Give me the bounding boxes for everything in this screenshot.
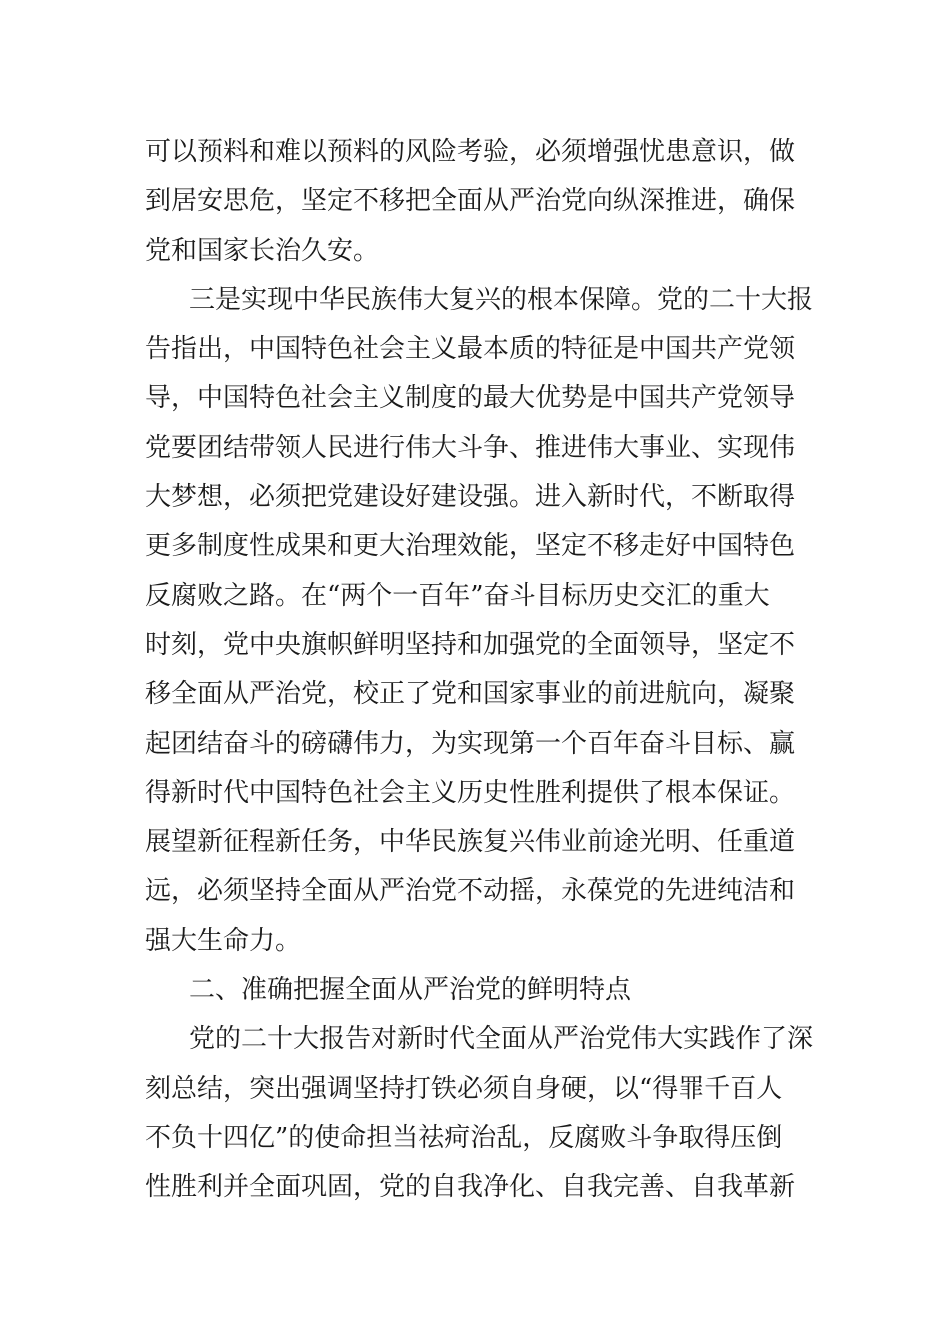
text-line: 得新时代中国特色社会主义历史性胜利提供了根本保证。 [145,777,796,808]
text-line: 不负十四亿”的使命担当祛疴治乱，反腐败斗争取得压倒 [145,1122,783,1153]
text-line: 导，中国特色社会主义制度的最大优势是中国共产党领导 [145,383,796,414]
text-line: 移全面从严治党，校正了党和国家事业的前进航向，凝聚 [145,679,796,710]
text-line: 三是实现中华民族伟大复兴的根本保障。党的二十大报 [189,284,814,315]
text-line: 性胜利并全面巩固，党的自我净化、自我完善、自我革新 [145,1172,796,1203]
text-line: 大梦想，必须把党建设好建设强。进入新时代，不断取得 [145,482,796,513]
text-line: 反腐败之路。在“两个一百年”奋斗目标历史交汇的重大 [145,580,770,611]
text-line: 强大生命力。 [145,925,302,956]
text-line: 党的二十大报告对新时代全面从严治党伟大实践作了深 [189,1024,814,1055]
text-line: 二、准确把握全面从严治党的鲜明特点 [189,975,632,1006]
text-line: 远，必须坚持全面从严治党不动摇，永葆党的先进纯洁和 [145,876,796,907]
body-text [145,128,815,1213]
text-line: 告指出，中国特色社会主义最本质的特征是中国共产党领 [145,334,796,365]
text-line: 更多制度性成果和更大治理效能，坚定不移走好中国特色 [145,531,796,562]
text-line: 时刻，党中央旗帜鲜明坚持和加强党的全面领导，坚定不 [145,629,796,660]
text-line: 起团结奋斗的磅礴伟力，为实现第一个百年奋斗目标、赢 [145,728,796,759]
text-line: 刻总结，突出强调坚持打铁必须自身硬，以“得罪千百人 [145,1073,783,1104]
text-line: 党和国家长治久安。 [145,235,380,266]
text-line: 到居安思危，坚定不移把全面从严治党向纵深推进，确保 [145,186,796,217]
text-line: 展望新征程新任务，中华民族复兴伟业前途光明、任重道 [145,827,796,858]
text-line: 可以预料和难以预料的风险考验，必须增强忧患意识，做 [145,137,796,167]
text-line: 党要团结带领人民进行伟大斗争、推进伟大事业、实现伟 [145,432,796,463]
